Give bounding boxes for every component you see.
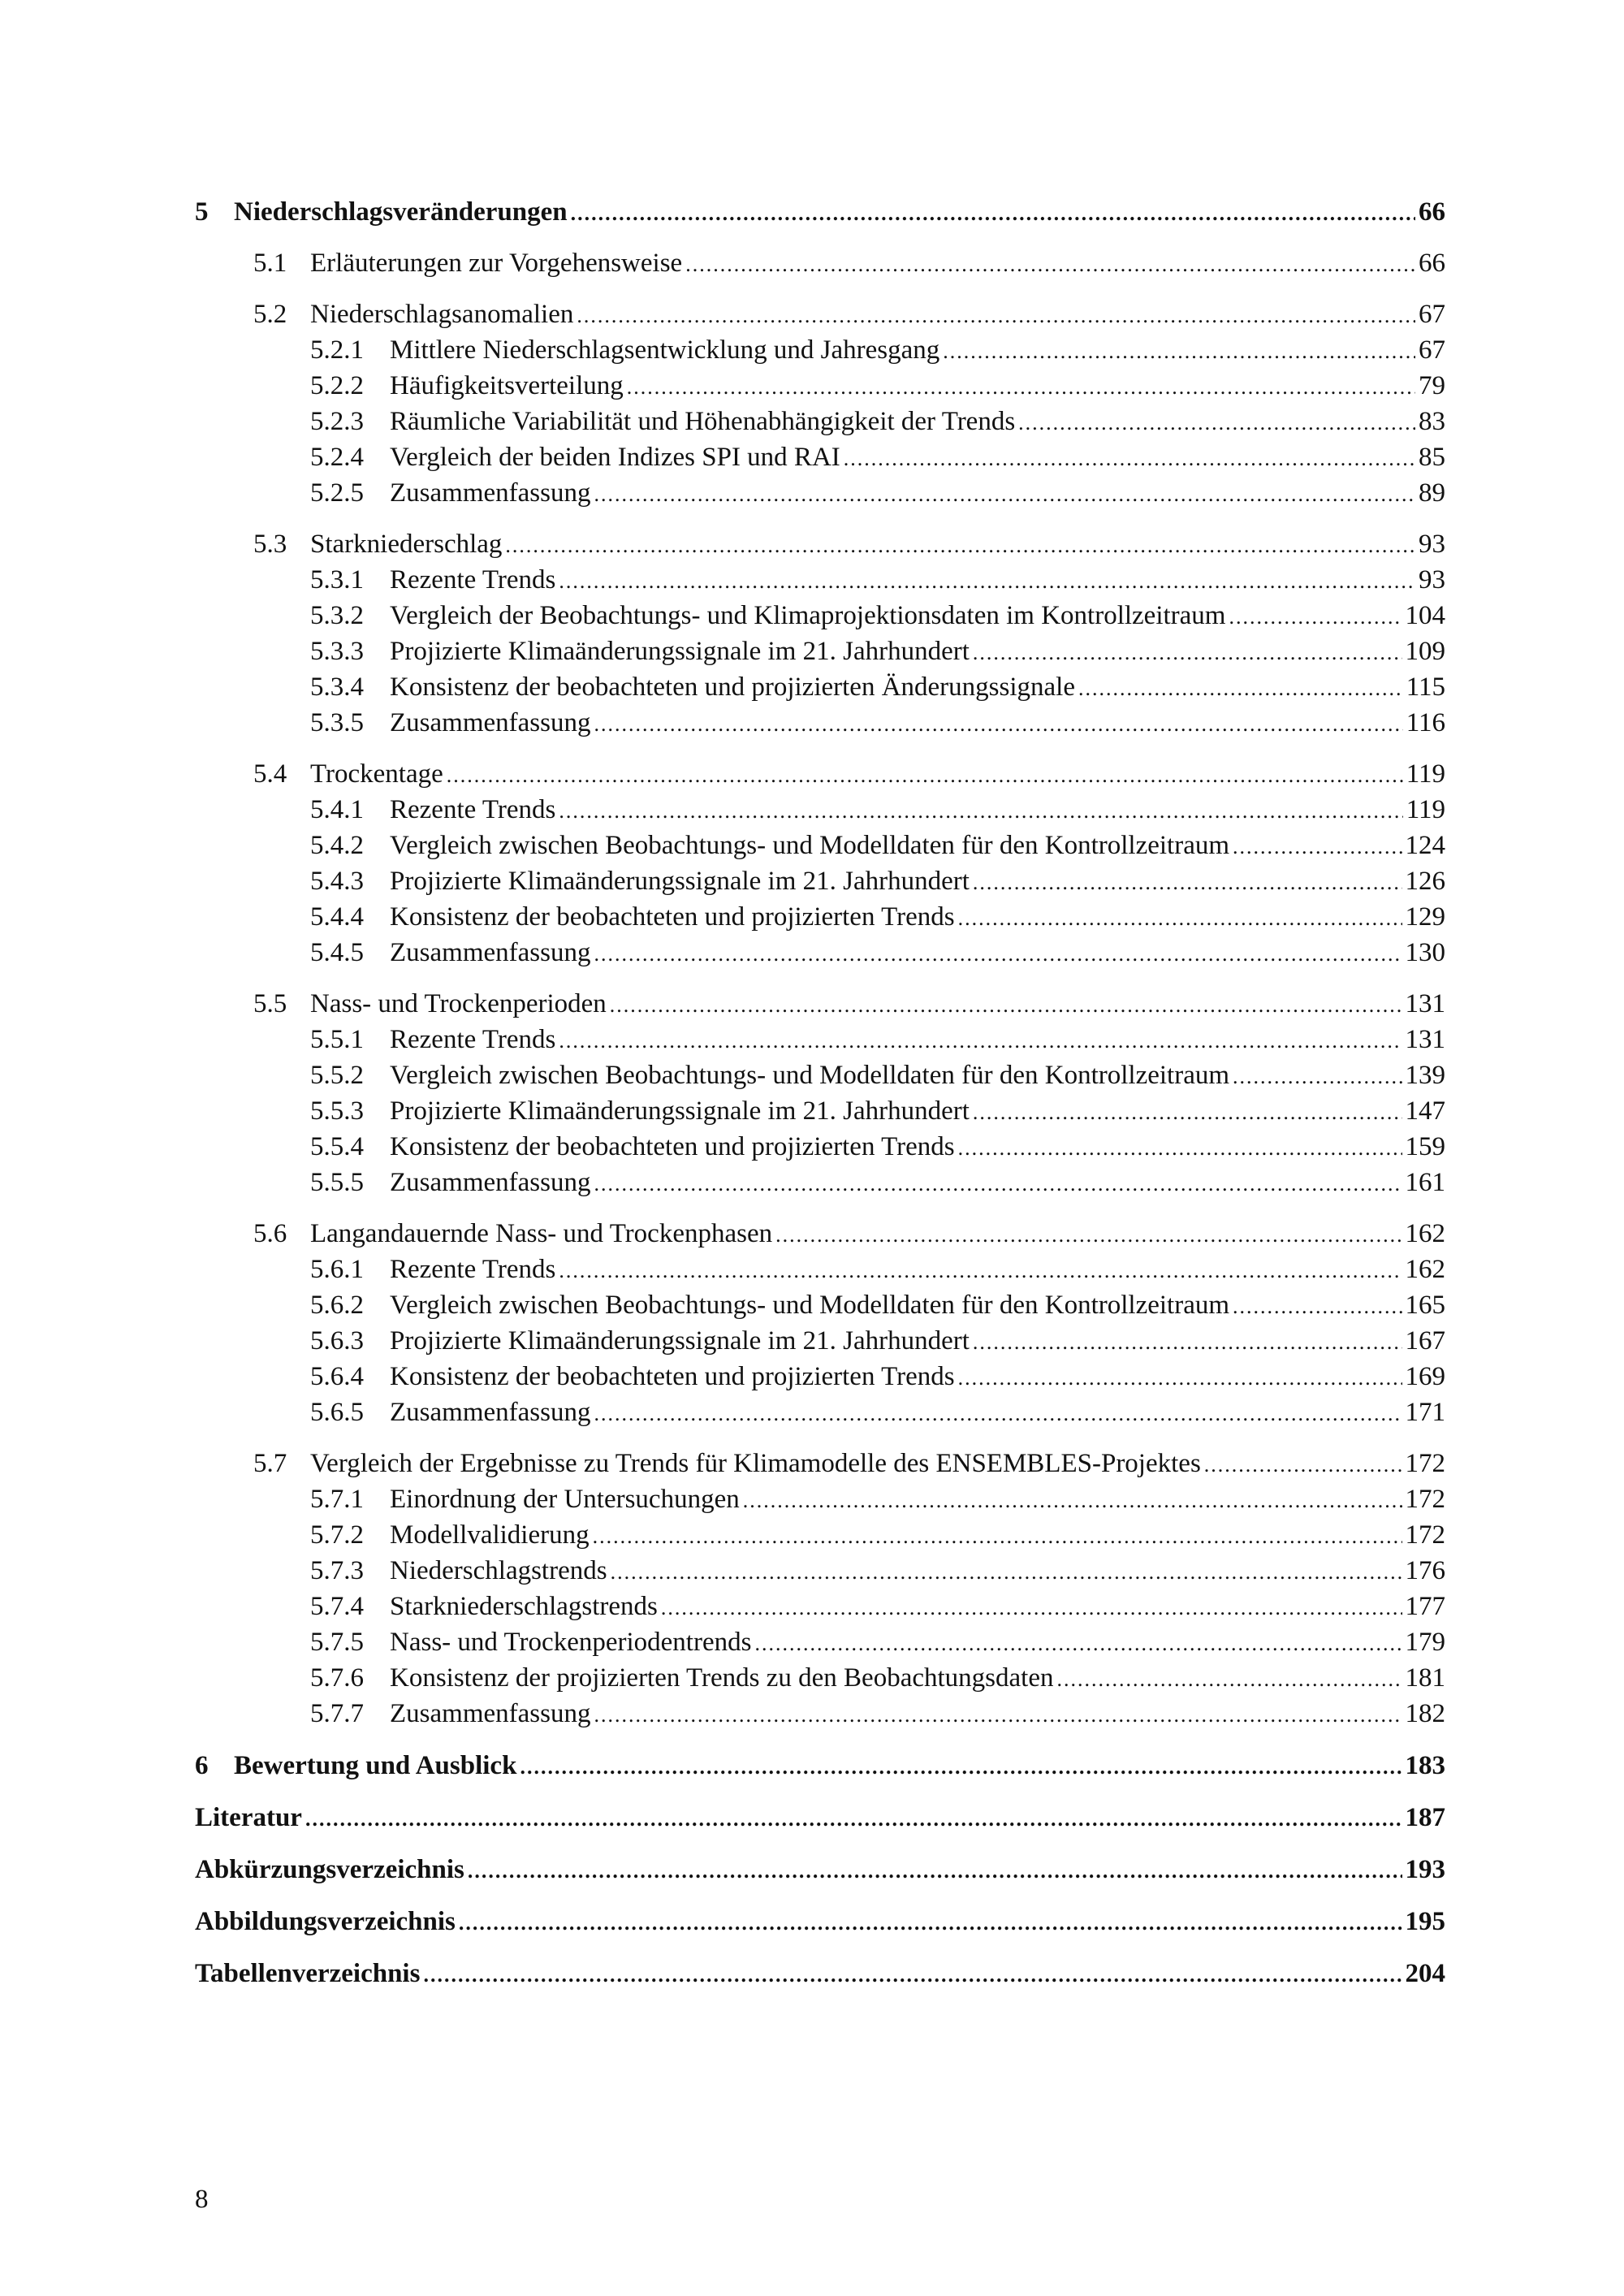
toc-entry-page: 179 <box>1405 1628 1445 1657</box>
toc-entry-number: 5.4 <box>253 759 287 789</box>
toc-entry[interactable] <box>195 1518 1445 1554</box>
toc-entry[interactable] <box>195 1023 1445 1058</box>
toc-entry-page: 172 <box>1405 1485 1445 1514</box>
toc-entry-title: Starkniederschlag <box>310 530 503 559</box>
toc-entry[interactable] <box>195 864 1445 900</box>
toc-entry-page: 195 <box>1405 1907 1445 1936</box>
toc-entry-number: 5.4.5 <box>310 938 364 967</box>
toc-entry-title: Tabellenverzeichnis <box>195 1959 421 1988</box>
toc-entry-page: 67 <box>1419 300 1445 329</box>
toc-entry-page: 182 <box>1405 1699 1445 1728</box>
toc-entry[interactable] <box>195 476 1445 512</box>
toc-entry-title: Zusammenfassung <box>390 708 591 737</box>
toc-entry[interactable] <box>195 634 1445 670</box>
dot-leader <box>1018 405 1415 440</box>
toc-entry-number: 5.3.1 <box>310 565 364 595</box>
toc-entry-page: 93 <box>1419 530 1445 559</box>
toc-entry-number: 5.4.2 <box>310 831 364 860</box>
toc-entry-title: Vergleich der beiden Indizes SPI und RAI <box>390 443 840 472</box>
dot-leader <box>958 1360 1402 1395</box>
table-of-contents <box>195 195 1445 1992</box>
toc-entry-page: 159 <box>1405 1132 1445 1161</box>
dot-leader <box>594 707 1402 742</box>
dot-leader <box>973 1095 1402 1130</box>
toc-entry[interactable] <box>195 1395 1445 1431</box>
toc-entry-page: 167 <box>1405 1326 1445 1356</box>
dot-leader <box>661 1590 1402 1625</box>
toc-entry-number: 5.2.2 <box>310 371 364 400</box>
dot-leader <box>571 196 1415 231</box>
toc-entry-number: 5.7.5 <box>310 1628 364 1657</box>
toc-entry-number: 5.4.3 <box>310 867 364 896</box>
dot-leader <box>1233 829 1402 864</box>
toc-entry-page: 193 <box>1405 1855 1445 1884</box>
toc-entry-number: 5.5.5 <box>310 1168 364 1197</box>
toc-entry-number: 5.4.4 <box>310 902 364 932</box>
toc-entry-page: 162 <box>1405 1219 1445 1248</box>
toc-entry[interactable] <box>195 563 1445 599</box>
toc-entry[interactable] <box>195 936 1445 971</box>
toc-entry[interactable] <box>195 1801 1445 1836</box>
toc-entry-number: 5.6.5 <box>310 1398 364 1427</box>
toc-entry[interactable] <box>195 246 1445 282</box>
toc-entry[interactable] <box>195 1554 1445 1589</box>
dot-leader <box>593 1519 1402 1554</box>
dot-leader <box>958 1131 1402 1165</box>
toc-entry-page: 176 <box>1405 1556 1445 1585</box>
dot-leader <box>594 1697 1402 1732</box>
toc-entry-page: 161 <box>1405 1168 1445 1197</box>
toc-entry-title: Vergleich zwischen Beobachtungs- und Modelldaten für den Kontrollzeitraum <box>390 831 1230 860</box>
dot-leader <box>743 1483 1402 1518</box>
toc-entry-title: Literatur <box>195 1803 302 1832</box>
toc-entry-page: 172 <box>1405 1520 1445 1550</box>
toc-entry-number: 5.4.1 <box>310 795 364 824</box>
toc-entry[interactable] <box>195 297 1445 333</box>
toc-entry[interactable] <box>195 1165 1445 1201</box>
toc-entry-number: 5.2.5 <box>310 478 364 508</box>
toc-entry-page: 119 <box>1406 795 1445 824</box>
dot-leader <box>594 1166 1402 1201</box>
toc-entry-title: Einordnung der Untersuchungen <box>390 1485 740 1514</box>
toc-entry-number: 5.6.3 <box>310 1326 364 1356</box>
toc-entry[interactable] <box>195 1446 1445 1482</box>
toc-entry-title: Vergleich der Ergebnisse zu Trends für Klimamodelle des ENSEMBLES-Projektes <box>310 1449 1201 1478</box>
toc-entry-title: Vergleich der Beobachtungs- und Klimaprojektionsdaten im Kontrollzeitraum <box>390 601 1226 630</box>
toc-entry-page: 183 <box>1405 1751 1445 1780</box>
toc-entry-page: 79 <box>1419 371 1445 400</box>
toc-entry-title: Räumliche Variabilität und Höhenabhängigkeit der Trends <box>390 407 1016 436</box>
toc-entry-number: 5.3 <box>253 530 287 559</box>
toc-entry-page: 83 <box>1419 407 1445 436</box>
dot-leader <box>611 1554 1402 1589</box>
toc-entry[interactable] <box>195 1360 1445 1395</box>
dot-leader <box>1204 1447 1402 1482</box>
toc-entry-page: 204 <box>1405 1959 1445 1988</box>
dot-leader <box>305 1801 1402 1836</box>
toc-entry-number: 5.6 <box>253 1219 287 1248</box>
dot-leader <box>685 247 1415 282</box>
toc-entry[interactable] <box>195 1288 1445 1324</box>
toc-entry-page: 66 <box>1419 249 1445 278</box>
toc-entry[interactable] <box>195 828 1445 864</box>
toc-entry-title: Nass- und Trockenperiodentrends <box>390 1628 752 1657</box>
dot-leader <box>505 528 1415 563</box>
toc-entry-number: 5.1 <box>253 249 287 278</box>
toc-entry[interactable] <box>195 1749 1445 1784</box>
toc-entry-number: 5.7.3 <box>310 1556 364 1585</box>
toc-entry-number: 5.6.4 <box>310 1362 364 1391</box>
dot-leader <box>844 441 1415 476</box>
toc-entry-number: 5.7.7 <box>310 1699 364 1728</box>
toc-entry-number: 5.2.1 <box>310 335 364 365</box>
toc-entry-page: 89 <box>1419 478 1445 508</box>
toc-entry-title: Projizierte Klimaänderungssignale im 21. Jahrhundert <box>390 867 970 896</box>
toc-entry-page: 115 <box>1406 672 1445 702</box>
toc-entry[interactable] <box>195 333 1445 369</box>
toc-entry-page: 124 <box>1405 831 1445 860</box>
toc-entry-number: 5.3.3 <box>310 637 364 666</box>
toc-entry-number: 5.6.2 <box>310 1291 364 1320</box>
toc-entry-page: 147 <box>1405 1096 1445 1126</box>
dot-leader <box>559 793 1402 828</box>
toc-entry[interactable] <box>195 369 1445 404</box>
toc-entry-title: Zusammenfassung <box>390 938 591 967</box>
toc-entry-page: 131 <box>1405 989 1445 1018</box>
toc-entry-page: 116 <box>1406 708 1445 737</box>
toc-entry-page: 165 <box>1405 1291 1445 1320</box>
toc-entry[interactable] <box>195 706 1445 742</box>
toc-entry-title: Konsistenz der beobachteten und projizierten Trends <box>390 1132 955 1161</box>
toc-entry-title: Häufigkeitsverteilung <box>390 371 624 400</box>
toc-entry-page: 104 <box>1405 601 1445 630</box>
toc-entry-page: 172 <box>1405 1449 1445 1478</box>
toc-entry[interactable] <box>195 1482 1445 1518</box>
toc-entry-title: Rezente Trends <box>390 565 556 595</box>
toc-entry-title: Niederschlagstrends <box>390 1556 607 1585</box>
toc-entry[interactable] <box>195 1589 1445 1625</box>
toc-entry[interactable] <box>195 440 1445 476</box>
toc-entry-title: Vergleich zwischen Beobachtungs- und Modelldaten für den Kontrollzeitraum <box>390 1291 1230 1320</box>
toc-entry-page: 130 <box>1405 938 1445 967</box>
toc-entry-title: Rezente Trends <box>390 1255 556 1284</box>
dot-leader <box>447 758 1403 793</box>
dot-leader <box>775 1217 1402 1252</box>
toc-entry-number: 5.3.4 <box>310 672 364 702</box>
toc-entry-number: 5.6.1 <box>310 1255 364 1284</box>
toc-entry-title: Nass- und Trockenperioden <box>310 989 607 1018</box>
dot-leader <box>943 334 1415 369</box>
dot-leader <box>559 1253 1402 1288</box>
toc-entry-title: Abbildungsverzeichnis <box>195 1907 456 1936</box>
toc-entry-page: 119 <box>1406 759 1445 789</box>
toc-entry[interactable] <box>195 1217 1445 1252</box>
toc-entry[interactable] <box>195 1661 1445 1697</box>
toc-entry-page: 171 <box>1405 1398 1445 1427</box>
toc-entry-title: Modellvalidierung <box>390 1520 590 1550</box>
toc-entry[interactable] <box>195 1324 1445 1360</box>
toc-entry[interactable] <box>195 527 1445 563</box>
toc-entry-number: 5.7.2 <box>310 1520 364 1550</box>
toc-entry-title: Niederschlagsveränderungen <box>234 197 568 227</box>
toc-entry[interactable] <box>195 404 1445 440</box>
toc-entry[interactable] <box>195 1094 1445 1130</box>
toc-entry-page: 131 <box>1405 1025 1445 1054</box>
toc-entry-title: Niederschlagsanomalien <box>310 300 574 329</box>
toc-entry[interactable] <box>195 1905 1445 1940</box>
toc-entry-title: Zusammenfassung <box>390 1398 591 1427</box>
toc-entry-number: 5.7.1 <box>310 1485 364 1514</box>
toc-entry-page: 162 <box>1405 1255 1445 1284</box>
toc-entry[interactable] <box>195 1130 1445 1165</box>
dot-leader <box>754 1626 1402 1661</box>
toc-entry[interactable] <box>195 195 1445 231</box>
toc-entry-page: 129 <box>1405 902 1445 932</box>
toc-entry-number: 5.5 <box>253 989 287 1018</box>
toc-entry-title: Projizierte Klimaänderungssignale im 21. Jahrhundert <box>390 637 970 666</box>
toc-entry-title: Zusammenfassung <box>390 1168 591 1197</box>
toc-entry-title: Projizierte Klimaänderungssignale im 21. Jahrhundert <box>390 1326 970 1356</box>
toc-entry-page: 181 <box>1405 1663 1445 1693</box>
toc-entry-page: 85 <box>1419 443 1445 472</box>
dot-leader <box>594 477 1415 512</box>
dot-leader <box>973 865 1402 900</box>
toc-entry-number: 5.5.1 <box>310 1025 364 1054</box>
toc-entry-number: 5.3.5 <box>310 708 364 737</box>
toc-entry[interactable] <box>195 1252 1445 1288</box>
toc-entry-title: Rezente Trends <box>390 1025 556 1054</box>
dot-leader <box>1078 671 1403 706</box>
toc-entry[interactable] <box>195 1058 1445 1094</box>
toc-entry[interactable] <box>195 1697 1445 1732</box>
dot-leader <box>577 298 1415 333</box>
dot-leader <box>520 1749 1402 1784</box>
toc-entry[interactable] <box>195 757 1445 793</box>
toc-entry[interactable] <box>195 987 1445 1023</box>
page-number: 8 <box>195 2185 209 2214</box>
toc-entry-page: 177 <box>1405 1592 1445 1621</box>
toc-entry-page: 187 <box>1405 1803 1445 1832</box>
toc-entry-page: 67 <box>1419 335 1445 365</box>
toc-entry-number: 5.3.2 <box>310 601 364 630</box>
dot-leader <box>627 370 1415 404</box>
dot-leader <box>594 1396 1402 1431</box>
toc-entry-number: 6 <box>195 1751 209 1780</box>
dot-leader <box>958 901 1402 936</box>
toc-entry-title: Zusammenfassung <box>390 478 591 508</box>
dot-leader <box>1233 1289 1402 1324</box>
dot-leader <box>973 635 1402 670</box>
dot-leader <box>459 1905 1402 1940</box>
toc-entry[interactable] <box>195 900 1445 936</box>
toc-entry-number: 5.7 <box>253 1449 287 1478</box>
toc-entry-number: 5.7.6 <box>310 1663 364 1693</box>
toc-entry[interactable] <box>195 1957 1445 1992</box>
toc-entry-number: 5.2.3 <box>310 407 364 436</box>
toc-entry-number: 5.5.4 <box>310 1132 364 1161</box>
toc-entry-title: Bewertung und Ausblick <box>234 1751 517 1780</box>
dot-leader <box>559 564 1415 599</box>
dot-leader <box>1233 1059 1402 1094</box>
toc-entry-title: Konsistenz der projizierten Trends zu den Beobachtungsdaten <box>390 1663 1054 1693</box>
dot-leader <box>468 1853 1402 1888</box>
toc-entry-page: 169 <box>1405 1362 1445 1391</box>
dot-leader <box>594 936 1402 971</box>
toc-entry-number: 5.5.2 <box>310 1061 364 1090</box>
toc-entry-title: Langandauernde Nass- und Trockenphasen <box>310 1219 773 1248</box>
toc-entry-title: Konsistenz der beobachteten und projizierten Trends <box>390 1362 955 1391</box>
toc-entry[interactable] <box>195 793 1445 828</box>
toc-entry-number: 5.7.4 <box>310 1592 364 1621</box>
toc-entry-page: 109 <box>1405 637 1445 666</box>
toc-entry[interactable] <box>195 1853 1445 1888</box>
toc-entry-title: Erläuterungen zur Vorgehensweise <box>310 249 683 278</box>
toc-entry-title: Trockentage <box>310 759 443 789</box>
toc-entry-title: Abkürzungsverzeichnis <box>195 1855 464 1884</box>
dot-leader <box>610 988 1402 1023</box>
toc-entry-number: 5.5.3 <box>310 1096 364 1126</box>
toc-entry-number: 5.2 <box>253 300 287 329</box>
toc-entry[interactable] <box>195 1625 1445 1661</box>
toc-entry-number: 5.2.4 <box>310 443 364 472</box>
toc-entry-page: 126 <box>1405 867 1445 896</box>
dot-leader <box>423 1957 1402 1992</box>
dot-leader <box>1229 599 1402 634</box>
toc-entry-title: Konsistenz der beobachteten und projizierten Änderungssignale <box>390 672 1075 702</box>
dot-leader <box>1056 1662 1402 1697</box>
toc-entry-page: 66 <box>1419 197 1445 227</box>
toc-entry-title: Vergleich zwischen Beobachtungs- und Modelldaten für den Kontrollzeitraum <box>390 1061 1230 1090</box>
toc-entry-number: 5 <box>195 197 209 227</box>
toc-entry[interactable] <box>195 599 1445 634</box>
toc-entry-page: 139 <box>1405 1061 1445 1090</box>
toc-entry-title: Mittlere Niederschlagsentwicklung und Jahresgang <box>390 335 940 365</box>
dot-leader <box>973 1325 1402 1360</box>
toc-entry-title: Zusammenfassung <box>390 1699 591 1728</box>
toc-entry[interactable] <box>195 670 1445 706</box>
toc-entry-title: Konsistenz der beobachteten und projizierten Trends <box>390 902 955 932</box>
toc-entry-title: Rezente Trends <box>390 795 556 824</box>
toc-entry-title: Starkniederschlagstrends <box>390 1592 658 1621</box>
toc-entry-title: Projizierte Klimaänderungssignale im 21. Jahrhundert <box>390 1096 970 1126</box>
toc-entry-page: 93 <box>1419 565 1445 595</box>
dot-leader <box>559 1023 1402 1058</box>
